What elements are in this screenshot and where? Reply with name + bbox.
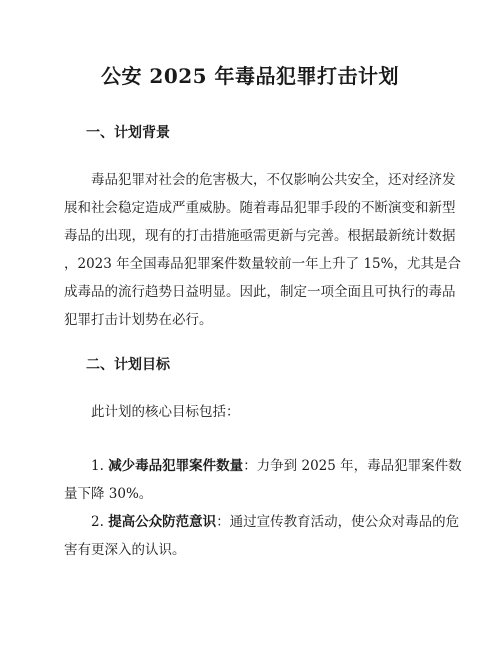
goal-lead: 减少毒品犯罪案件数量	[108, 458, 244, 474]
section-heading-goals: 二、计划目标	[86, 357, 170, 373]
paragraph-line: 成毒品的流行趋势日益明显。因此，制定一项全面且可执行的毒品	[64, 284, 456, 300]
section-heading-background: 一、计划背景	[86, 125, 170, 141]
paragraph-line: ，2023 年全国毒品犯罪案件数量较前一年上升了 15%，尤其是合	[64, 256, 461, 272]
goal-item-line	[64, 452, 462, 480]
goal-item-line: 害有更深入的认识。	[64, 542, 186, 558]
goals-intro	[64, 398, 440, 426]
goal-item-line: 量下降 30%。	[64, 486, 153, 502]
document-title: 公安 2025 年毒品犯罪打击计划	[100, 64, 400, 88]
goal-item-2	[64, 508, 460, 564]
paragraph-line: 毒品犯罪对社会的危害极大，不仅影响公共安全，还对经济发	[91, 172, 456, 188]
goal-item-line	[64, 508, 460, 536]
goal-number: 1.	[91, 458, 104, 474]
goal-item-1	[64, 452, 462, 508]
background-paragraph	[64, 166, 461, 334]
goal-lead: 提高公众防范意识	[108, 514, 217, 530]
paragraph-line: 毒品的出现，现有的打击措施亟需更新与完善。根据最新统计数据	[64, 228, 456, 244]
goal-number: 2.	[91, 514, 104, 530]
goal-text: ：力争到 2025 年，毒品犯罪案件数	[243, 458, 462, 474]
goals-intro-text: 此计划的核心目标包括：	[91, 404, 240, 420]
paragraph-line: 犯罪打击计划势在必行。	[64, 312, 213, 328]
paragraph-line: 展和社会稳定造成严重威胁。随着毒品犯罪手段的不断演变和新型	[64, 200, 456, 216]
goal-text: ：通过宣传教育活动，使公众对毒品的危	[216, 514, 460, 530]
